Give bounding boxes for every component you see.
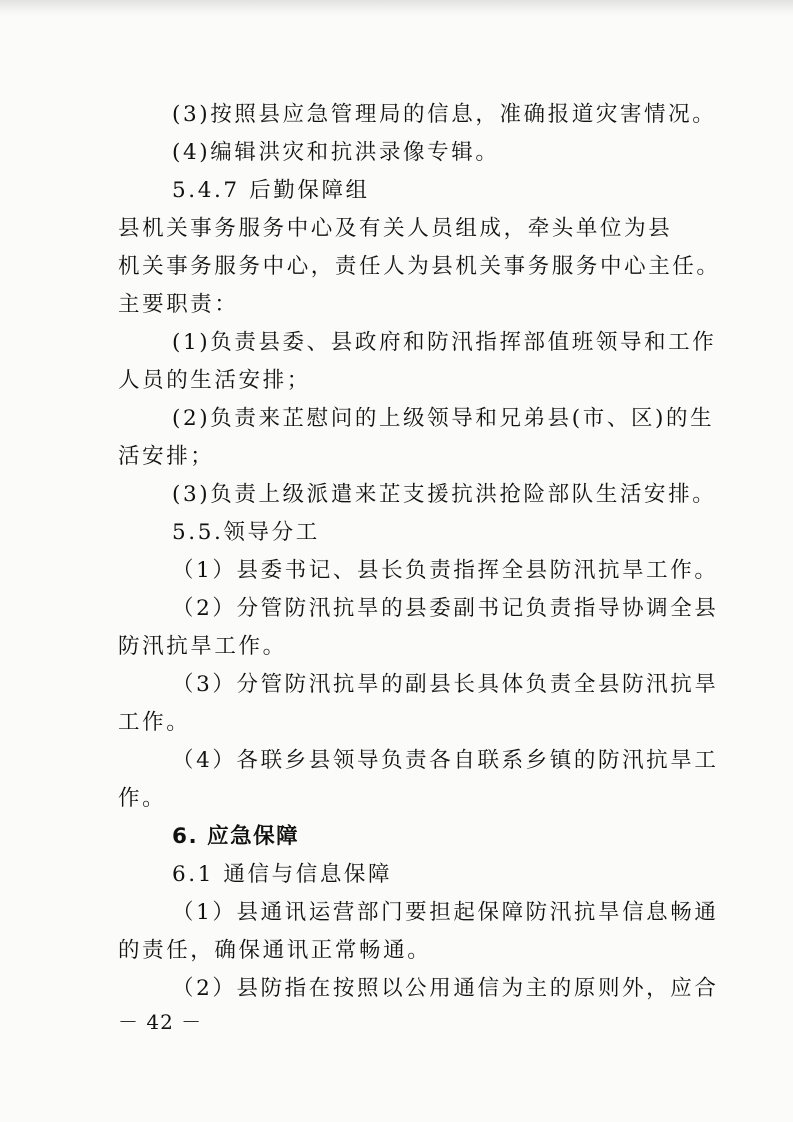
section-heading-6: 6. 应急保障	[172, 824, 300, 849]
text-line-18: （4）各联乡县领导负责各自联系乡镇的防汛抗旱工	[172, 748, 719, 773]
section-heading-6-1: 6.1 通信与信息保障	[172, 862, 393, 887]
text-line-19: 作。	[118, 786, 167, 811]
text-line-9: (2)负责来芷慰问的上级领导和兄弟县(市、区)的生	[172, 406, 715, 431]
page-number: － 42 －	[118, 1010, 203, 1034]
text-line-22: （1）县通讯运营部门要担起保障防汛抗旱信息畅通	[172, 900, 719, 925]
text-line-5: 机关事务服务中心，责任人为县机关事务服务中心主任。	[118, 254, 721, 279]
text-line-7: (1)负责县委、县政府和防汛指挥部值班领导和工作	[172, 330, 717, 355]
text-line-6: 主要职责：	[118, 292, 239, 317]
text-line-4: 县机关事务服务中心及有关人员组成，牵头单位为县	[118, 216, 673, 241]
text-line-23: 的责任，确保通讯正常畅通。	[118, 938, 432, 963]
text-line-17: 工作。	[118, 710, 191, 735]
text-line-8: 人员的生活安排；	[118, 368, 311, 393]
section-heading-5-4-7: 5.4.7 后勤保障组	[172, 178, 370, 203]
text-line-13: （1）县委书记、县长负责指挥全县防汛抗旱工作。	[172, 558, 719, 583]
text-line-2: (4)编辑洪灾和抗洪录像专辑。	[172, 140, 500, 165]
text-line-15: 防汛抗旱工作。	[118, 634, 287, 659]
text-line-10: 活安排；	[118, 444, 215, 469]
text-line-11: (3)负责上级派遣来芷支援抗洪抢险部队生活安排。	[172, 482, 717, 507]
section-heading-5-5: 5.5.领导分工	[172, 520, 320, 545]
text-line-1: (3)按照县应急管理局的信息，准确报道灾害情况。	[172, 102, 717, 127]
text-line-16: （3）分管防汛抗旱的副县长具体负责全县防汛抗旱	[172, 672, 719, 697]
text-line-24: （2）县防指在按照以公用通信为主的原则外，应合	[172, 976, 719, 1001]
text-line-14: （2）分管防汛抗旱的县委副书记负责指导协调全县	[172, 596, 719, 621]
